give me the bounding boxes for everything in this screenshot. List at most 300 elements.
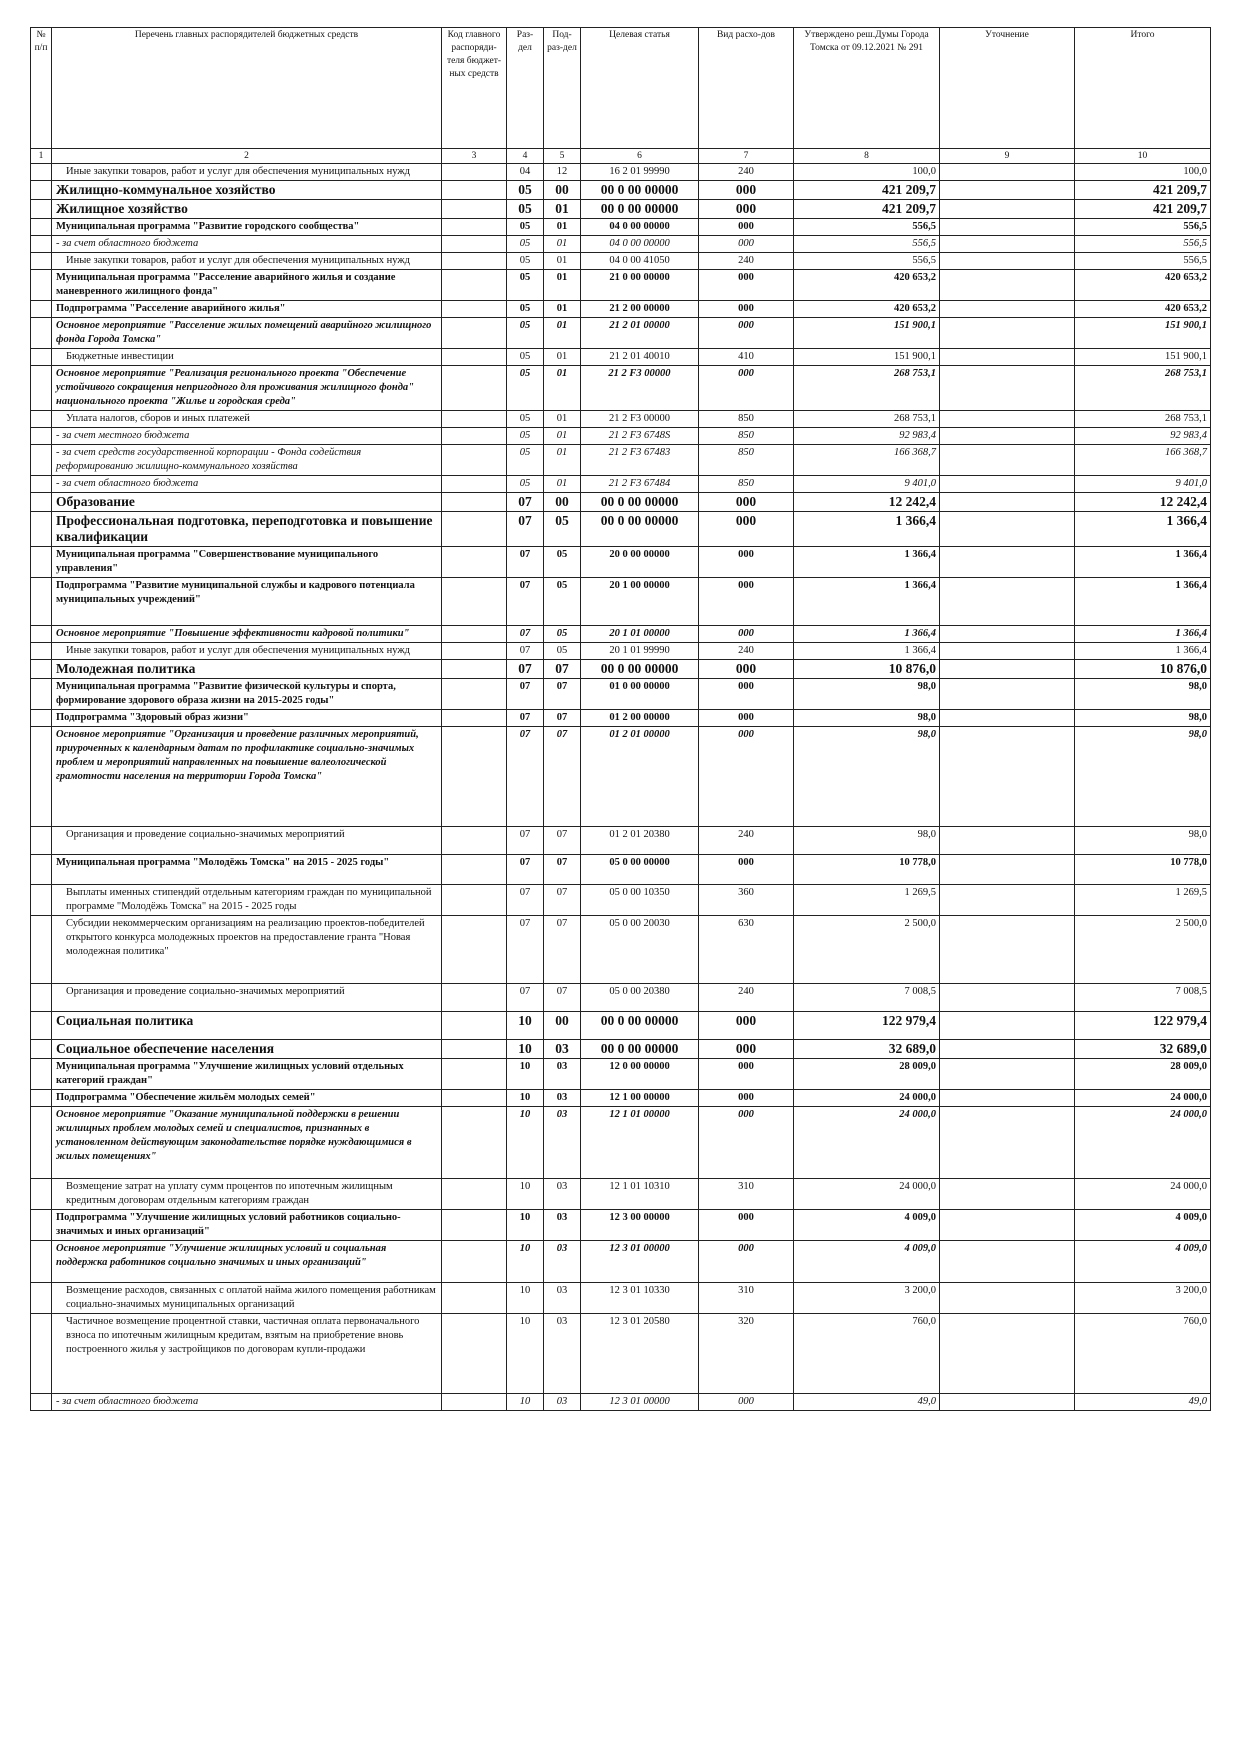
- table-row: [31, 710, 1211, 727]
- row-total-cell: 98,0: [1075, 727, 1211, 827]
- row-podrazdel-cell: 12: [544, 164, 581, 181]
- row-total-cell: 24 000,0: [1075, 1090, 1211, 1107]
- row-code-cell: [442, 710, 507, 727]
- row-code-cell: [442, 493, 507, 512]
- row-clarification-cell: [940, 547, 1075, 578]
- col-header-approved: Утверждено реш.Думы Города Томска от 09.12.2021 № 291: [794, 28, 940, 149]
- row-total-cell: 1 366,4: [1075, 626, 1211, 643]
- row-approved-cell: 2 500,0: [794, 916, 940, 984]
- row-target-cell: 12 3 01 10330: [581, 1283, 699, 1314]
- row-clarification-cell: [940, 366, 1075, 411]
- row-podrazdel-cell: 01: [544, 411, 581, 428]
- row-podrazdel-cell: 01: [544, 200, 581, 219]
- row-podrazdel-cell: 01: [544, 219, 581, 236]
- row-podrazdel-cell: 03: [544, 1210, 581, 1241]
- row-code-cell: [442, 318, 507, 349]
- row-expense-type-cell: 000: [699, 727, 794, 827]
- row-approved-cell: 556,5: [794, 236, 940, 253]
- table-row: [31, 428, 1211, 445]
- row-name-cell: Основное мероприятие "Улучшение жилищных условий и социальная поддержка работников социально значимых и иных организаций": [52, 1241, 442, 1283]
- col-number: 9: [940, 149, 1075, 164]
- row-clarification-cell: [940, 253, 1075, 270]
- row-code-cell: [442, 181, 507, 200]
- row-target-cell: 21 2 01 00000: [581, 318, 699, 349]
- row-code-cell: [442, 1090, 507, 1107]
- row-razdel-cell: 10: [507, 1283, 544, 1314]
- row-approved-cell: 420 653,2: [794, 301, 940, 318]
- row-razdel-cell: 07: [507, 727, 544, 827]
- row-name-cell: - за счет областного бюджета: [52, 476, 442, 493]
- row-approved-cell: 12 242,4: [794, 493, 940, 512]
- row-podrazdel-cell: 01: [544, 318, 581, 349]
- row-approved-cell: 98,0: [794, 827, 940, 855]
- row-razdel-cell: 05: [507, 428, 544, 445]
- row-podrazdel-cell: 00: [544, 181, 581, 200]
- row-razdel-cell: 10: [507, 1012, 544, 1040]
- row-clarification-cell: [940, 727, 1075, 827]
- col-number: 4: [507, 149, 544, 164]
- row-name-cell: - за счет областного бюджета: [52, 1394, 442, 1411]
- table-row: [31, 445, 1211, 476]
- row-approved-cell: 10 778,0: [794, 855, 940, 885]
- row-code-cell: [442, 253, 507, 270]
- row-expense-type-cell: 000: [699, 1241, 794, 1283]
- row-name-cell: Частичное возмещение процентной ставки, частичная оплата первоначального взноса по ипотечным жилищным кредитам, взятым на приобретение вновь построенного жилья у застройщиков по договорам купли-продажи: [52, 1314, 442, 1394]
- col-header-code: Код главного распоряди-теля бюджет-ных средств: [442, 28, 507, 149]
- row-expense-type-cell: 310: [699, 1283, 794, 1314]
- row-clarification-cell: [940, 200, 1075, 219]
- row-razdel-cell: 07: [507, 855, 544, 885]
- row-clarification-cell: [940, 1040, 1075, 1059]
- row-total-cell: 1 366,4: [1075, 512, 1211, 547]
- table-row: [31, 827, 1211, 855]
- table-row: [31, 366, 1211, 411]
- row-razdel-cell: 07: [507, 916, 544, 984]
- row-total-cell: 151 900,1: [1075, 349, 1211, 366]
- row-name-cell: Муниципальная программа "Развитие городского сообщества": [52, 219, 442, 236]
- row-target-cell: 01 2 01 00000: [581, 727, 699, 827]
- row-podrazdel-cell: 01: [544, 253, 581, 270]
- row-total-cell: 100,0: [1075, 164, 1211, 181]
- row-razdel-cell: 07: [507, 643, 544, 660]
- row-razdel-cell: 10: [507, 1314, 544, 1394]
- row-total-cell: 1 366,4: [1075, 643, 1211, 660]
- row-code-cell: [442, 727, 507, 827]
- row-code-cell: [442, 1012, 507, 1040]
- row-podrazdel-cell: 05: [544, 643, 581, 660]
- row-num-cell: [31, 710, 52, 727]
- row-name-cell: Основное мероприятие "Повышение эффективности кадровой политики": [52, 626, 442, 643]
- row-target-cell: 21 2 00 00000: [581, 301, 699, 318]
- row-num-cell: [31, 1040, 52, 1059]
- row-expense-type-cell: 240: [699, 164, 794, 181]
- row-total-cell: 10 778,0: [1075, 855, 1211, 885]
- row-total-cell: 3 200,0: [1075, 1283, 1211, 1314]
- row-total-cell: 122 979,4: [1075, 1012, 1211, 1040]
- row-num-cell: [31, 219, 52, 236]
- col-number: 10: [1075, 149, 1211, 164]
- row-target-cell: 20 1 01 99990: [581, 643, 699, 660]
- row-total-cell: 24 000,0: [1075, 1107, 1211, 1179]
- row-approved-cell: 1 366,4: [794, 643, 940, 660]
- row-name-cell: Образование: [52, 493, 442, 512]
- row-clarification-cell: [940, 827, 1075, 855]
- col-header-razdel: Раз-дел: [507, 28, 544, 149]
- row-clarification-cell: [940, 1090, 1075, 1107]
- row-razdel-cell: 05: [507, 236, 544, 253]
- row-num-cell: [31, 1283, 52, 1314]
- row-expense-type-cell: 240: [699, 984, 794, 1012]
- row-total-cell: 268 753,1: [1075, 411, 1211, 428]
- table-row: [31, 679, 1211, 710]
- row-podrazdel-cell: 05: [544, 547, 581, 578]
- row-podrazdel-cell: 05: [544, 578, 581, 626]
- row-target-cell: 12 3 01 00000: [581, 1241, 699, 1283]
- row-expense-type-cell: 360: [699, 885, 794, 916]
- row-podrazdel-cell: 01: [544, 349, 581, 366]
- row-total-cell: 4 009,0: [1075, 1210, 1211, 1241]
- row-name-cell: - за счет местного бюджета: [52, 428, 442, 445]
- row-clarification-cell: [940, 428, 1075, 445]
- row-approved-cell: 556,5: [794, 253, 940, 270]
- row-razdel-cell: 07: [507, 547, 544, 578]
- row-razdel-cell: 10: [507, 1090, 544, 1107]
- row-approved-cell: 49,0: [794, 1394, 940, 1411]
- row-target-cell: 12 3 01 20580: [581, 1314, 699, 1394]
- row-razdel-cell: 05: [507, 301, 544, 318]
- table-row: [31, 411, 1211, 428]
- row-total-cell: 420 653,2: [1075, 301, 1211, 318]
- row-podrazdel-cell: 03: [544, 1314, 581, 1394]
- row-code-cell: [442, 626, 507, 643]
- table-row: [31, 916, 1211, 984]
- row-expense-type-cell: 000: [699, 301, 794, 318]
- row-total-cell: 421 209,7: [1075, 181, 1211, 200]
- row-total-cell: 49,0: [1075, 1394, 1211, 1411]
- row-podrazdel-cell: 00: [544, 493, 581, 512]
- row-target-cell: 20 1 01 00000: [581, 626, 699, 643]
- row-razdel-cell: 05: [507, 200, 544, 219]
- row-clarification-cell: [940, 301, 1075, 318]
- row-razdel-cell: 05: [507, 219, 544, 236]
- row-num-cell: [31, 916, 52, 984]
- row-num-cell: [31, 512, 52, 547]
- row-total-cell: 98,0: [1075, 827, 1211, 855]
- row-num-cell: [31, 1241, 52, 1283]
- row-clarification-cell: [940, 1283, 1075, 1314]
- col-header-name: Перечень главных распорядителей бюджетных средств: [52, 28, 442, 149]
- table-row: [31, 1210, 1211, 1241]
- row-approved-cell: 1 269,5: [794, 885, 940, 916]
- row-approved-cell: 24 000,0: [794, 1090, 940, 1107]
- row-podrazdel-cell: 01: [544, 476, 581, 493]
- row-clarification-cell: [940, 660, 1075, 679]
- row-target-cell: 00 0 00 00000: [581, 1040, 699, 1059]
- row-total-cell: 98,0: [1075, 710, 1211, 727]
- row-clarification-cell: [940, 493, 1075, 512]
- row-approved-cell: 9 401,0: [794, 476, 940, 493]
- row-expense-type-cell: 310: [699, 1179, 794, 1210]
- row-clarification-cell: [940, 1241, 1075, 1283]
- row-code-cell: [442, 1107, 507, 1179]
- row-expense-type-cell: 000: [699, 318, 794, 349]
- row-num-cell: [31, 1090, 52, 1107]
- row-podrazdel-cell: 07: [544, 855, 581, 885]
- row-name-cell: Субсидии некоммерческим организациям на реализацию проектов-победителей открытого конкурса молодежных проектов на предоставление гранта "Новая молодежная политика": [52, 916, 442, 984]
- row-code-cell: [442, 885, 507, 916]
- row-clarification-cell: [940, 1210, 1075, 1241]
- row-approved-cell: 122 979,4: [794, 1012, 940, 1040]
- row-approved-cell: 151 900,1: [794, 318, 940, 349]
- row-approved-cell: 760,0: [794, 1314, 940, 1394]
- row-target-cell: 20 0 00 00000: [581, 547, 699, 578]
- table-row: [31, 1314, 1211, 1394]
- table-row: [31, 476, 1211, 493]
- row-approved-cell: 28 009,0: [794, 1059, 940, 1090]
- row-razdel-cell: 05: [507, 270, 544, 301]
- row-name-cell: Выплаты именных стипендий отдельным категориям граждан по муниципальной программе "Молодёжь Томска" на 2015 - 2025 годы: [52, 885, 442, 916]
- row-code-cell: [442, 219, 507, 236]
- row-podrazdel-cell: 01: [544, 270, 581, 301]
- row-total-cell: 12 242,4: [1075, 493, 1211, 512]
- row-clarification-cell: [940, 512, 1075, 547]
- row-name-cell: Уплата налогов, сборов и иных платежей: [52, 411, 442, 428]
- row-clarification-cell: [940, 1059, 1075, 1090]
- row-num-cell: [31, 1107, 52, 1179]
- row-approved-cell: 421 209,7: [794, 181, 940, 200]
- row-total-cell: 556,5: [1075, 236, 1211, 253]
- row-podrazdel-cell: 00: [544, 1012, 581, 1040]
- row-clarification-cell: [940, 164, 1075, 181]
- row-expense-type-cell: 000: [699, 236, 794, 253]
- row-clarification-cell: [940, 885, 1075, 916]
- row-code-cell: [442, 1241, 507, 1283]
- row-total-cell: 7 008,5: [1075, 984, 1211, 1012]
- row-clarification-cell: [940, 318, 1075, 349]
- row-target-cell: 04 0 00 00000: [581, 219, 699, 236]
- col-header-total: Итого: [1075, 28, 1211, 149]
- row-num-cell: [31, 476, 52, 493]
- row-name-cell: Возмещение затрат на уплату сумм процентов по ипотечным жилищным кредитным договорам отдельным категориям граждан: [52, 1179, 442, 1210]
- row-clarification-cell: [940, 643, 1075, 660]
- row-target-cell: 00 0 00 00000: [581, 493, 699, 512]
- row-code-cell: [442, 679, 507, 710]
- row-total-cell: 421 209,7: [1075, 200, 1211, 219]
- row-podrazdel-cell: 07: [544, 679, 581, 710]
- row-target-cell: 01 2 01 20380: [581, 827, 699, 855]
- column-number-row: [31, 149, 1211, 164]
- row-name-cell: Муниципальная программа "Расселение аварийного жилья и создание маневренного жилищного фонда": [52, 270, 442, 301]
- col-number: 2: [52, 149, 442, 164]
- row-code-cell: [442, 1394, 507, 1411]
- row-code-cell: [442, 164, 507, 181]
- row-name-cell: Подпрограмма "Улучшение жилищных условий работников социально-значимых и иных организаций": [52, 1210, 442, 1241]
- row-num-cell: [31, 301, 52, 318]
- row-num-cell: [31, 1394, 52, 1411]
- row-target-cell: 20 1 00 00000: [581, 578, 699, 626]
- row-name-cell: Жилищно-коммунальное хозяйство: [52, 181, 442, 200]
- table-row: [31, 181, 1211, 200]
- table-row: [31, 164, 1211, 181]
- row-approved-cell: 3 200,0: [794, 1283, 940, 1314]
- row-num-cell: [31, 1012, 52, 1040]
- row-clarification-cell: [940, 270, 1075, 301]
- row-total-cell: 28 009,0: [1075, 1059, 1211, 1090]
- row-razdel-cell: 05: [507, 349, 544, 366]
- row-expense-type-cell: 850: [699, 445, 794, 476]
- row-target-cell: 04 0 00 41050: [581, 253, 699, 270]
- table-row: [31, 855, 1211, 885]
- table-row: [31, 578, 1211, 626]
- row-clarification-cell: [940, 626, 1075, 643]
- row-approved-cell: 98,0: [794, 710, 940, 727]
- table-row: [31, 626, 1211, 643]
- row-podrazdel-cell: 07: [544, 827, 581, 855]
- row-num-cell: [31, 727, 52, 827]
- row-target-cell: 12 0 00 00000: [581, 1059, 699, 1090]
- row-code-cell: [442, 1314, 507, 1394]
- row-total-cell: 151 900,1: [1075, 318, 1211, 349]
- row-approved-cell: 100,0: [794, 164, 940, 181]
- row-name-cell: Основное мероприятие "Расселение жилых помещений аварийного жилищного фонда Города Томска": [52, 318, 442, 349]
- row-target-cell: 12 3 01 00000: [581, 1394, 699, 1411]
- row-target-cell: 00 0 00 00000: [581, 200, 699, 219]
- row-name-cell: Муниципальная программа "Улучшение жилищных условий отдельных категорий граждан": [52, 1059, 442, 1090]
- row-clarification-cell: [940, 1394, 1075, 1411]
- row-approved-cell: 166 368,7: [794, 445, 940, 476]
- table-row: [31, 547, 1211, 578]
- row-podrazdel-cell: 01: [544, 236, 581, 253]
- row-approved-cell: 1 366,4: [794, 578, 940, 626]
- row-code-cell: [442, 1210, 507, 1241]
- row-target-cell: 00 0 00 00000: [581, 512, 699, 547]
- row-expense-type-cell: 000: [699, 1012, 794, 1040]
- col-number: 6: [581, 149, 699, 164]
- row-podrazdel-cell: 05: [544, 626, 581, 643]
- col-number: 5: [544, 149, 581, 164]
- row-name-cell: Профессиональная подготовка, переподготовка и повышение квалификации: [52, 512, 442, 547]
- row-name-cell: Бюджетные инвестиции: [52, 349, 442, 366]
- row-razdel-cell: 05: [507, 366, 544, 411]
- row-razdel-cell: 05: [507, 181, 544, 200]
- row-clarification-cell: [940, 181, 1075, 200]
- row-num-cell: [31, 885, 52, 916]
- row-total-cell: 4 009,0: [1075, 1241, 1211, 1283]
- row-num-cell: [31, 660, 52, 679]
- budget-table: [30, 27, 1211, 1411]
- row-total-cell: 556,5: [1075, 219, 1211, 236]
- row-total-cell: 1 366,4: [1075, 578, 1211, 626]
- row-clarification-cell: [940, 219, 1075, 236]
- row-target-cell: 21 2 F3 00000: [581, 411, 699, 428]
- row-target-cell: 00 0 00 00000: [581, 660, 699, 679]
- row-approved-cell: 98,0: [794, 679, 940, 710]
- row-name-cell: Муниципальная программа "Развитие физической культуры и спорта, формирование здорового образа жизни на 2015-2025 годы": [52, 679, 442, 710]
- row-total-cell: 166 368,7: [1075, 445, 1211, 476]
- row-approved-cell: 24 000,0: [794, 1179, 940, 1210]
- row-expense-type-cell: 000: [699, 493, 794, 512]
- col-header-expense-type: Вид расхо-дов: [699, 28, 794, 149]
- row-target-cell: 01 0 00 00000: [581, 679, 699, 710]
- row-expense-type-cell: 850: [699, 476, 794, 493]
- row-total-cell: 760,0: [1075, 1314, 1211, 1394]
- row-razdel-cell: 07: [507, 626, 544, 643]
- col-number: 8: [794, 149, 940, 164]
- row-num-cell: [31, 578, 52, 626]
- row-podrazdel-cell: 03: [544, 1059, 581, 1090]
- row-approved-cell: 32 689,0: [794, 1040, 940, 1059]
- row-name-cell: Муниципальная программа "Молодёжь Томска" на 2015 - 2025 годы": [52, 855, 442, 885]
- row-target-cell: 01 2 00 00000: [581, 710, 699, 727]
- row-razdel-cell: 10: [507, 1179, 544, 1210]
- row-num-cell: [31, 200, 52, 219]
- row-clarification-cell: [940, 679, 1075, 710]
- row-expense-type-cell: 000: [699, 1107, 794, 1179]
- row-code-cell: [442, 855, 507, 885]
- row-name-cell: Молодежная политика: [52, 660, 442, 679]
- row-podrazdel-cell: 07: [544, 916, 581, 984]
- row-podrazdel-cell: 01: [544, 428, 581, 445]
- row-name-cell: Подпрограмма "Расселение аварийного жилья": [52, 301, 442, 318]
- row-razdel-cell: 10: [507, 1107, 544, 1179]
- row-total-cell: 9 401,0: [1075, 476, 1211, 493]
- row-target-cell: 12 1 01 00000: [581, 1107, 699, 1179]
- row-code-cell: [442, 984, 507, 1012]
- row-total-cell: 92 983,4: [1075, 428, 1211, 445]
- row-total-cell: 420 653,2: [1075, 270, 1211, 301]
- row-podrazdel-cell: 07: [544, 984, 581, 1012]
- row-approved-cell: 24 000,0: [794, 1107, 940, 1179]
- table-row: [31, 984, 1211, 1012]
- row-podrazdel-cell: 05: [544, 512, 581, 547]
- row-podrazdel-cell: 07: [544, 885, 581, 916]
- row-expense-type-cell: 000: [699, 512, 794, 547]
- row-expense-type-cell: 000: [699, 219, 794, 236]
- row-target-cell: 04 0 00 00000: [581, 236, 699, 253]
- row-expense-type-cell: 850: [699, 411, 794, 428]
- row-expense-type-cell: 320: [699, 1314, 794, 1394]
- row-approved-cell: 4 009,0: [794, 1241, 940, 1283]
- row-expense-type-cell: 630: [699, 916, 794, 984]
- row-code-cell: [442, 1283, 507, 1314]
- table-row: [31, 1283, 1211, 1314]
- row-razdel-cell: 10: [507, 1210, 544, 1241]
- row-podrazdel-cell: 03: [544, 1179, 581, 1210]
- row-total-cell: 2 500,0: [1075, 916, 1211, 984]
- row-code-cell: [442, 827, 507, 855]
- row-expense-type-cell: 240: [699, 643, 794, 660]
- row-approved-cell: 1 366,4: [794, 626, 940, 643]
- row-num-cell: [31, 164, 52, 181]
- table-row: [31, 349, 1211, 366]
- row-total-cell: 32 689,0: [1075, 1040, 1211, 1059]
- table-body: [31, 164, 1211, 1411]
- row-total-cell: 268 753,1: [1075, 366, 1211, 411]
- row-razdel-cell: 05: [507, 318, 544, 349]
- row-total-cell: 1 269,5: [1075, 885, 1211, 916]
- row-total-cell: 556,5: [1075, 253, 1211, 270]
- row-podrazdel-cell: 01: [544, 301, 581, 318]
- table-row: [31, 660, 1211, 679]
- row-name-cell: Организация и проведение социально-значимых мероприятий: [52, 827, 442, 855]
- row-target-cell: 21 0 00 00000: [581, 270, 699, 301]
- row-code-cell: [442, 236, 507, 253]
- table-row: [31, 1040, 1211, 1059]
- row-approved-cell: 420 653,2: [794, 270, 940, 301]
- row-target-cell: 00 0 00 00000: [581, 1012, 699, 1040]
- row-clarification-cell: [940, 411, 1075, 428]
- row-num-cell: [31, 428, 52, 445]
